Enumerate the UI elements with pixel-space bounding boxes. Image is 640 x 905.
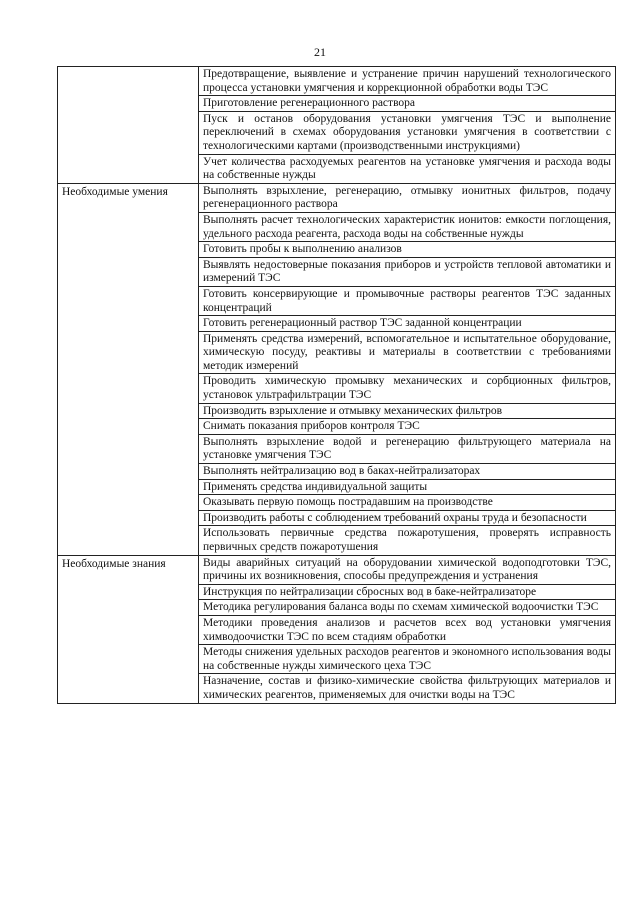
requirement-item: Методики проведения анализов и расчетов всех вод установки умягчения химводоочистки ТЭС по всем стадиям обработки [199, 615, 616, 644]
requirement-item: Выполнять нейтрализацию вод в баках-нейтрализаторах [199, 464, 616, 480]
requirement-item: Применять средства индивидуальной защиты [199, 479, 616, 495]
table-row [58, 183, 616, 212]
requirement-item: Учет количества расходуемых реагентов на установке умягчения и расхода воды на собственные нужды [199, 154, 616, 183]
section-label [58, 67, 199, 184]
requirement-item: Производить взрыхление и отмывку механических фильтров [199, 403, 616, 419]
requirement-item: Применять средства измерений, вспомогательное и испытательное оборудование, химическую посуду, реактивы и материалы в соответствии с требованиями методик измерений [199, 331, 616, 374]
requirement-item: Назначение, состав и физико-химические свойства фильтрующих материалов и химических реагентов, применяемых для очистки воды на ТЭС [199, 674, 616, 703]
table-body [58, 67, 616, 704]
requirements-table [57, 66, 616, 704]
table-row [58, 67, 616, 96]
requirement-item: Пуск и останов оборудования установки умягчения ТЭС и выполнение переключений в схемах оборудования установки умягчения в соответствии с технологическими картами (производственными инструкциями) [199, 111, 616, 154]
requirement-item: Выполнять взрыхление, регенерацию, отмывку ионитных фильтров, подачу регенерационного раствора [199, 183, 616, 212]
requirement-item: Готовить регенерационный раствор ТЭС заданной концентрации [199, 316, 616, 332]
requirement-item: Снимать показания приборов контроля ТЭС [199, 419, 616, 435]
requirement-item: Проводить химическую промывку механических и сорбционных фильтров, установок ультрафильтрации ТЭС [199, 374, 616, 403]
page-number: 21 [314, 45, 326, 59]
section-label: Необходимые умения [58, 183, 199, 555]
section-label: Необходимые знания [58, 555, 199, 703]
requirement-item: Готовить консервирующие и промывочные растворы реагентов ТЭС заданных концентраций [199, 286, 616, 315]
requirement-item: Инструкция по нейтрализации сбросных вод в баке-нейтрализаторе [199, 584, 616, 600]
requirement-item: Приготовление регенерационного раствора [199, 96, 616, 112]
requirement-item: Предотвращение, выявление и устранение причин нарушений технологического процесса установки умягчения и коррекционной обработки воды ТЭС [199, 67, 616, 96]
requirement-item: Производить работы с соблюдением требований охраны труда и безопасности [199, 510, 616, 526]
requirement-item: Готовить пробы к выполнению анализов [199, 242, 616, 258]
requirement-item: Использовать первичные средства пожаротушения, проверять исправность первичных средств пожаротушения [199, 526, 616, 555]
requirement-item: Методы снижения удельных расходов реагентов и экономного использования воды на собственные нужды химического цеха ТЭС [199, 645, 616, 674]
requirement-item: Методика регулирования баланса воды по схемам химической водоочистки ТЭС [199, 600, 616, 616]
requirement-item: Виды аварийных ситуаций на оборудовании химической водоподготовки ТЭС, причины их возникновения, способы предупреждения и устранения [199, 555, 616, 584]
requirement-item: Оказывать первую помощь пострадавшим на производстве [199, 495, 616, 511]
requirement-item: Выявлять недостоверные показания приборов и устройств тепловой автоматики и измерений ТЭС [199, 257, 616, 286]
requirement-item: Выполнять расчет технологических характеристик ионитов: емкости поглощения, удельного расхода реагента, расхода воды на собственные нужды [199, 212, 616, 241]
requirement-item: Выполнять взрыхление водой и регенерацию фильтрующего материала на установке умягчения ТЭС [199, 434, 616, 463]
table-row [58, 555, 616, 584]
